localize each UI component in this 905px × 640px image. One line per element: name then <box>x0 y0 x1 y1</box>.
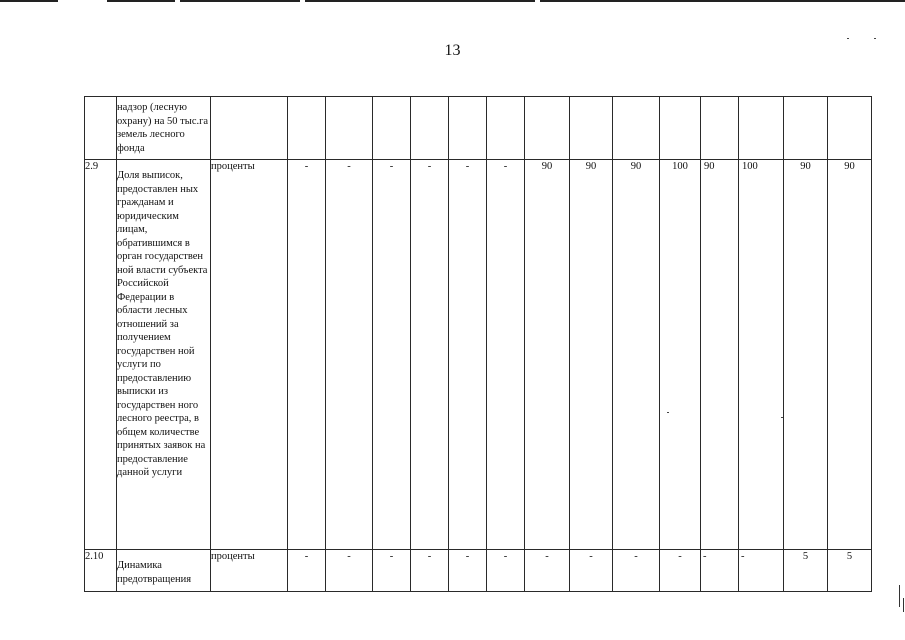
value-cell: - <box>373 160 411 550</box>
value-cell <box>449 97 487 160</box>
value-cell: - <box>739 550 784 592</box>
value-cell <box>828 97 872 160</box>
value-cell: - <box>525 550 570 592</box>
value-cell: - <box>613 550 660 592</box>
row-number <box>85 97 117 160</box>
indicator-table <box>84 96 872 592</box>
value-cell <box>613 97 660 160</box>
indicator-name: Динамика предотвращения <box>117 550 211 592</box>
scan-speck <box>847 38 849 39</box>
value-cell: 100 <box>660 160 701 550</box>
value-cell <box>411 97 449 160</box>
unit-cell: проценты <box>211 550 288 592</box>
indicator-name: надзор (лесную охрану) на 50 тыс.га земель лесного фонда <box>117 97 211 160</box>
value-cell: 90 <box>570 160 613 550</box>
value-cell: - <box>701 550 739 592</box>
edge-mark <box>899 585 900 607</box>
value-cell: 90 <box>701 160 739 550</box>
value-cell: 90 <box>525 160 570 550</box>
top-scan-rule <box>0 0 905 3</box>
value-cell: 90 <box>828 160 872 550</box>
value-cell <box>739 97 784 160</box>
page-number: 13 <box>444 42 461 59</box>
value-cell <box>570 97 613 160</box>
value-cell: - <box>326 160 373 550</box>
value-cell: - <box>411 160 449 550</box>
edge-mark <box>903 598 904 612</box>
value-cell: 100 <box>739 160 784 550</box>
table-row <box>85 550 872 592</box>
value-cell <box>660 97 701 160</box>
table-row <box>85 97 872 160</box>
value-cell <box>373 97 411 160</box>
value-cell: 90 <box>613 160 660 550</box>
value-cell <box>701 97 739 160</box>
value-cell: 5 <box>828 550 872 592</box>
value-cell: - <box>487 160 525 550</box>
value-cell <box>525 97 570 160</box>
value-cell: - <box>570 550 613 592</box>
value-cell: - <box>288 550 326 592</box>
row-number: 2.9 <box>85 160 117 550</box>
unit-cell: проценты <box>211 160 288 550</box>
value-cell <box>326 97 373 160</box>
value-cell: - <box>373 550 411 592</box>
scan-speck <box>874 38 876 39</box>
value-cell: - <box>326 550 373 592</box>
value-cell: - <box>288 160 326 550</box>
value-cell: - <box>449 160 487 550</box>
indicator-name: Доля выписок, предоставлен ных гражданам и юридическим лицам, обратившимся в орган государствен ной власти субъекта Российской Федерации в области лесных отношений за получением государствен ной услуги по предоставлению выписки из государствен ного лесного реестра, в общем количестве принятых заявок на предоставление данной услуги <box>117 160 211 550</box>
value-cell: 5 <box>784 550 828 592</box>
value-cell <box>784 97 828 160</box>
value-cell: - <box>487 550 525 592</box>
value-cell: - <box>411 550 449 592</box>
unit-cell <box>211 97 288 160</box>
value-cell: - <box>660 550 701 592</box>
row-number: 2.10 <box>85 550 117 592</box>
table-row <box>85 160 872 550</box>
value-cell: 90 <box>784 160 828 550</box>
value-cell: - <box>449 550 487 592</box>
value-cell <box>288 97 326 160</box>
value-cell <box>487 97 525 160</box>
